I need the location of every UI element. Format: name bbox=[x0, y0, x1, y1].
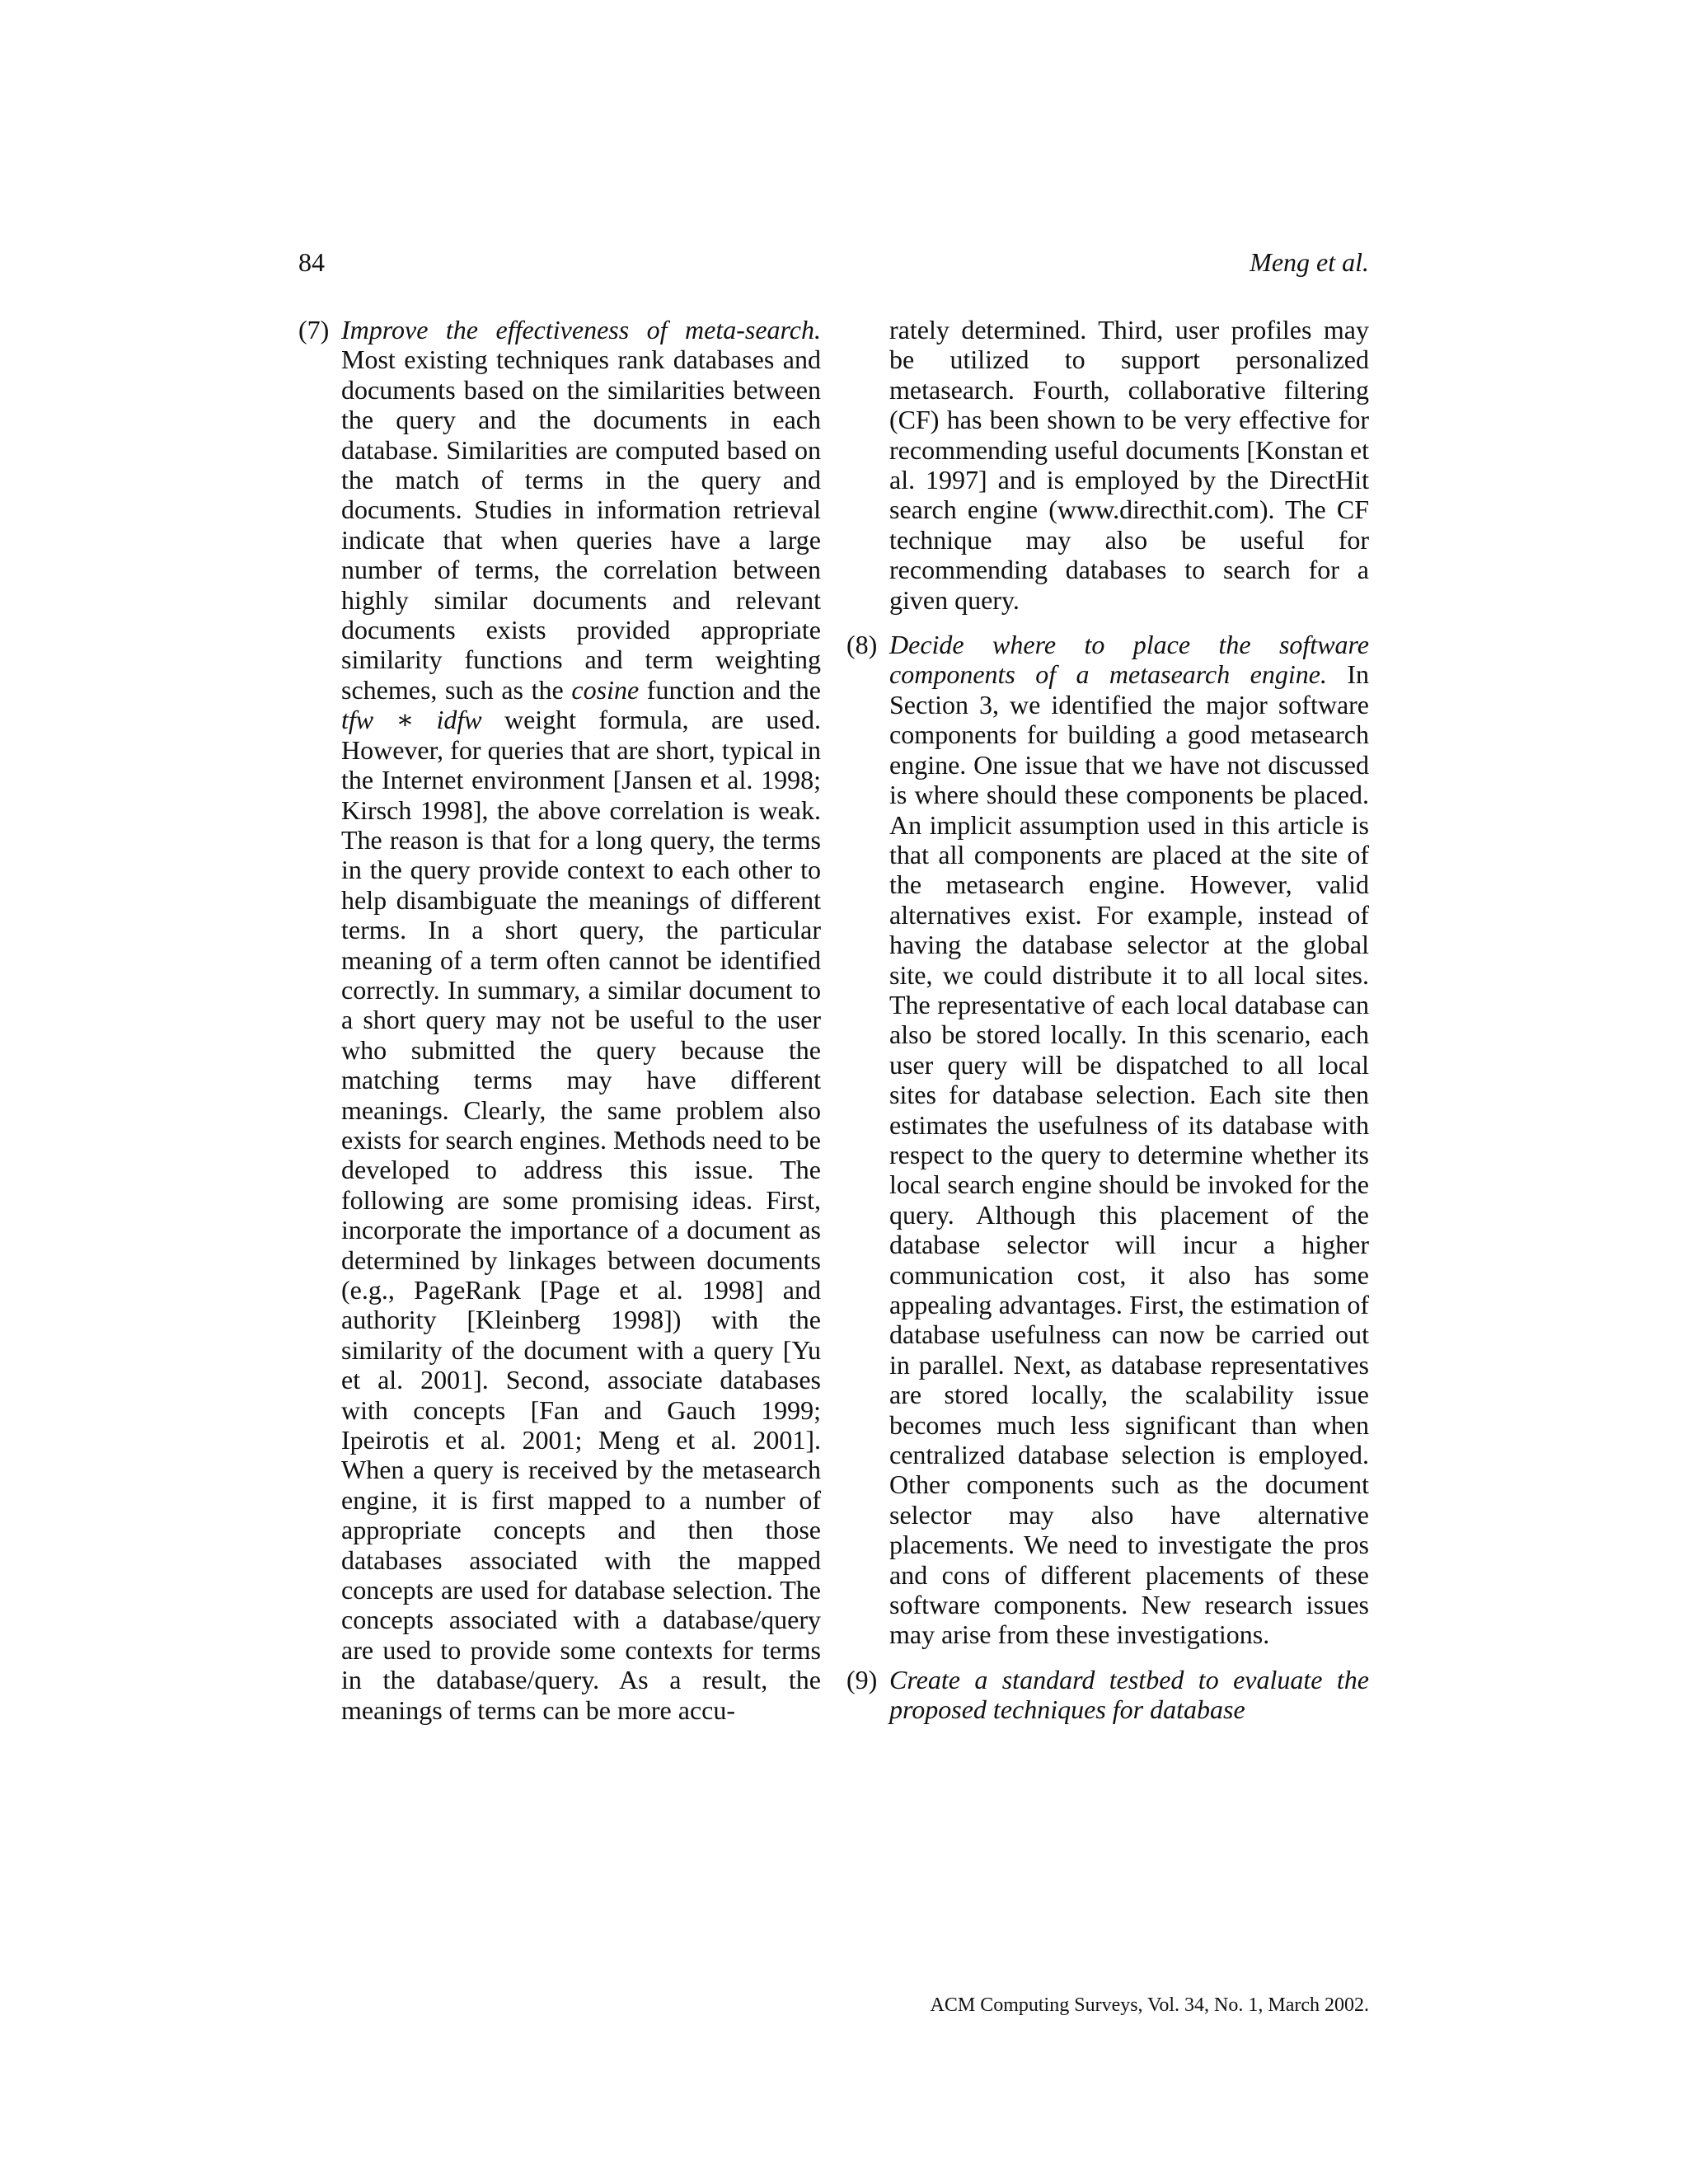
item-body: In Section 3, we identified the major software components for building a good metasearch engine. One issue that we have not discussed is where should these components be placed. An implicit assumption used in this article is that all components are placed at the site of the metasearch engine. However, valid alternatives exist. For example, instead of having the database selector at the global site, we could distribute it to all local sites. The representative of each local database can also be stored locally. In this scenario, each user query will be dispatched to all local sites for database selection. Each site then estimates the usefulness of its database with respect to the query to determine whether its local search engine should be invoked for the query. Although this placement of the database selector will incur a higher communication cost, it also has some appealing advantages. First, the estimation of database usefulness can now be carried out in parallel. Next, as database representatives are stored locally, the scalability issue becomes much less significant than when centralized database selection is employed. Other components such as the document selector may also have alternative placements. We need to investigate the pros and cons of different placements of these software components. New research issues may arise from these investigations. bbox=[889, 659, 1370, 1650]
item-body: rately determined. Third, user profiles may be utilized to support personalized metasearch. Fourth, collaborative filtering (CF) has been shown to be very effective for recommending useful documents [Konstan et al. 1997] and is employed by the DirectHit search engine (www.directhit.com). The CF technique may also be useful for recommending databases to search for a given query. bbox=[889, 315, 1369, 615]
item-title: Create a standard testbed to evaluate the proposed techniques for database bbox=[889, 1664, 1369, 1725]
item-body: function and the bbox=[639, 674, 822, 705]
list-item-9 bbox=[846, 1665, 1369, 1725]
page-number: 84 bbox=[298, 247, 325, 277]
footer-citation: ACM Computing Surveys, Vol. 34, No. 1, March 2002. bbox=[930, 1994, 1369, 2016]
item-body: Most existing techniques rank databases and documents based on the similarities between the query and the documents in each database. Similarities are computed based on the match of terms in the query and documents. Studies in information retrieval indicate that when queries have a large number of terms, the correlation between highly similar documents and relevant documents exists provided appropriate similarity functions and term weighting schemes, such as the bbox=[341, 344, 821, 705]
list-item-7-continued bbox=[846, 315, 1369, 615]
list-item-7 bbox=[298, 315, 821, 1725]
item-title: Improve the effectiveness of meta-search. bbox=[341, 315, 821, 344]
item-body: weight formula, are used. However, for queries that are short, typical in the Internet environment [Jansen et al. 1998; Kirsch 1998], the above correlation is weak. The reason is that for a long query, the terms in the query provide context to each other to help disambiguate the meanings of different terms. In a short query, the particular meaning of a term often cannot be identified correctly. In summary, a similar document to a short query may not be useful to the user who submitted the query because the matching terms may have different meanings. Clearly, the same problem also exists for search engines. Methods need to be developed to address this issue. The following are some promising ideas. First, incorporate the importance of a document as determined by linkages between documents (e.g., PageRank [Page et al. 1998] and authority [Kleinberg 1998]) with the similarity of the document with a query [Yu et al. 2001]. Second, associate databases with concepts [Fan and Gauch 1999; Ipeirotis et al. 2001; Meng et al. 2001]. When a query is received by the metasearch engine, it is first mapped to a number of appropriate concepts and then those databases associated with the mapped concepts are used for database selection. The concepts associated with a database/query are used to provide some contexts for terms in the database/query. As a result, the meanings of terms can be more accu- bbox=[341, 705, 822, 1725]
term-cosine: cosine bbox=[571, 674, 640, 705]
list-item-8 bbox=[846, 630, 1369, 1650]
item-title: Decide where to place the software components of a metasearch engine. bbox=[889, 630, 1369, 690]
running-head: Meng et al. bbox=[1250, 247, 1369, 277]
item-number: (9) bbox=[846, 1664, 878, 1694]
right-column bbox=[846, 315, 1369, 1725]
left-column bbox=[298, 315, 821, 1725]
item-number: (7) bbox=[298, 315, 330, 344]
term-tfw-idfw: tfw ∗ idfw bbox=[341, 705, 482, 735]
item-number: (8) bbox=[846, 630, 878, 660]
